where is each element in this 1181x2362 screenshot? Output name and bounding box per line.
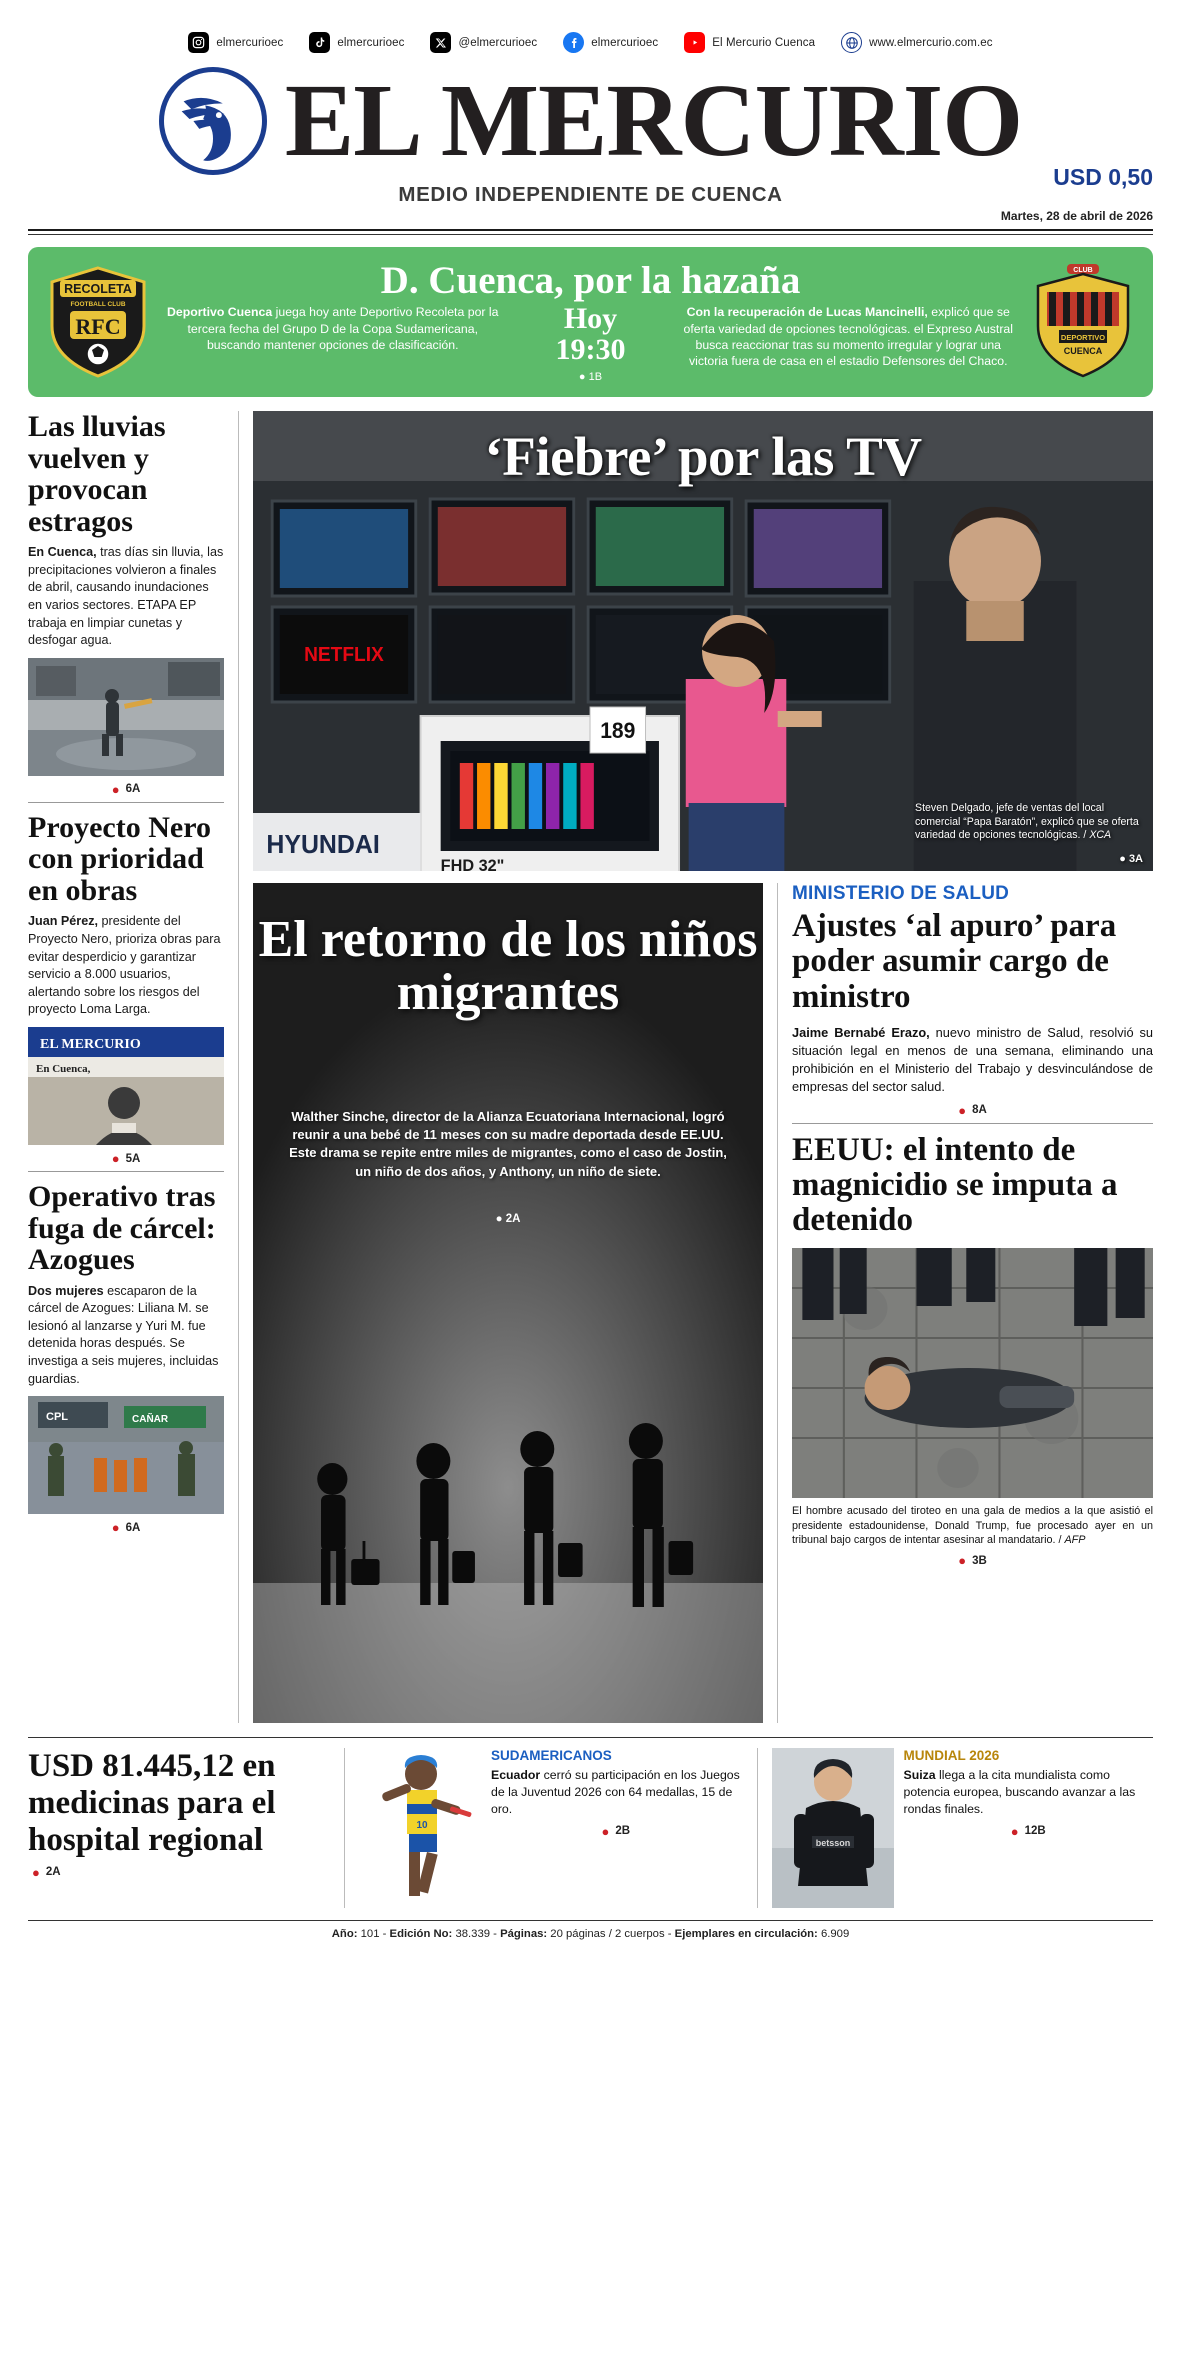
social-link-website[interactable] [841, 32, 993, 53]
svg-text:FHD 32": FHD 32" [440, 855, 505, 871]
footer-pages: 20 páginas / 2 cuerpos [550, 1928, 665, 1940]
recoleta-crest-icon [44, 263, 152, 381]
social-link-facebook[interactable] [563, 32, 658, 53]
social-link-tiktok[interactable] [309, 32, 404, 53]
rail-pagref-text: 6A [125, 1521, 141, 1534]
sports-banner-right-text [680, 304, 1018, 369]
hero-photo-credit: XCA [1089, 829, 1112, 842]
left-rail [28, 411, 224, 1723]
rail-lead: Dos mujeres [28, 1283, 104, 1298]
bullet-icon: ● [1010, 1823, 1019, 1839]
rail-lead: Juan Pérez, [28, 914, 98, 929]
goalkeeper-photo [772, 1748, 894, 1908]
story-photo-caption-text: El hombre acusado del tiroteo en una gala de medios a la que asistió el presidente estadounidense, Donald Trump, fue procesado ayer en un tribunal bajo cargos de intentar asesinar al mandatario. / [792, 1505, 1153, 1546]
price-label: USD 0,50 [1053, 164, 1153, 190]
bottom-body [491, 1767, 741, 1818]
bottom-pagref-text: 2A [45, 1866, 61, 1879]
svg-text:NETFLIX: NETFLIX [304, 643, 384, 667]
story-lead: Jaime Bernabé Erazo, [792, 1024, 930, 1040]
sports-banner-left-bold: Deportivo Cuenca [166, 305, 273, 320]
rail-text: tras días sin lluvia, las precipitaciones volvieron a finales de abril, causando inundaciones en varios sectores. ETAPA EP trabaja en limpiar cunetas y desfogar agua. [28, 545, 224, 648]
story-kicker: MINISTERIO DE SALUD [792, 883, 1010, 904]
rail-headline: Operativo tras fuga de cárcel: Azogues [28, 1180, 216, 1276]
svg-text:HYUNDAI: HYUNDAI [266, 830, 380, 860]
sports-banner-right-rest: explicó que se oferta variedad de opciones tecnológicas. el Expreso Austral busca reaccionar tras su momento irregular y lograr una victoria fuera de casa en el estadio Defensores del Chaco. [683, 305, 1013, 369]
rail-body [28, 544, 224, 650]
footer-copies-label: Ejemplares en circulación: [674, 1928, 818, 1940]
migrants-pagref-text: 2A [505, 1213, 521, 1225]
bullet-icon: ● [958, 1102, 967, 1118]
rail-body [28, 913, 224, 1019]
masthead-rule-thin [28, 234, 1153, 235]
svg-text:CUENCA: CUENCA [1063, 346, 1103, 356]
svg-text:EL MERCURIO: EL MERCURIO [40, 1037, 141, 1052]
rail-headline: Las lluvias vuelven y provocan estragos [28, 410, 166, 538]
story-pagref-text: 3B [972, 1554, 987, 1567]
rail-pagref[interactable] [28, 783, 224, 796]
bottom-pagref-text: 2B [615, 1825, 631, 1838]
sports-banner[interactable] [28, 247, 1153, 397]
hero-story-tv[interactable] [253, 411, 1153, 871]
story-photo-caption [792, 1504, 1153, 1547]
svg-text:betsson: betsson [815, 1838, 850, 1848]
x-twitter-icon [430, 32, 451, 53]
bullet-icon: ● [111, 1151, 120, 1166]
bottom-pagref[interactable] [904, 1825, 1154, 1838]
svg-text:En Cuenca,: En Cuenca, [36, 1063, 91, 1075]
sports-banner-content [164, 261, 1017, 382]
social-handle: elmercurioec [337, 36, 405, 49]
bullet-icon: ● [111, 1520, 120, 1536]
story-headline: Ajustes ‘al apuro’ para poder asumir cargo de ministro [792, 908, 1117, 1015]
sports-banner-hoy: Hoy [563, 302, 618, 336]
facebook-icon [563, 32, 584, 53]
social-link-youtube[interactable] [684, 32, 815, 53]
social-link-instagram[interactable] [188, 32, 283, 53]
rail-divider [28, 802, 224, 803]
sports-banner-kickoff: 19:30 [555, 332, 626, 366]
svg-text:CAÑAR: CAÑAR [132, 1414, 169, 1426]
social-link-x-twitter[interactable] [430, 32, 537, 53]
tagline: MEDIO INDEPENDIENTE DE CUENCA [398, 183, 783, 206]
rail-text: presidente del Proyecto Nero, prioriza obras para evitar desperdicio y garantizar servicio a 8.000 usuarios, alertando sobre los riesgos del proyecto Loma Larga. [28, 914, 221, 1017]
bottom-main-story[interactable] [28, 1748, 328, 1908]
sports-banner-right-bold: Con la recuperación de Lucas Mancinelli, [686, 305, 928, 320]
sports-banner-left-text [164, 304, 502, 353]
migrants-deck: Walther Sinche, director de la Alianza Ecuatoriana Internacional, logró reunir a una bebé de 11 meses con su madre deportada desde EE.UU. Este drama se repite entre miles de migrantes, como el caso de Jostin, un niño de dos años, y Anthony, un niño de siete. [289, 1109, 727, 1179]
bottom-kicker: MUNDIAL 2026 [903, 1748, 1000, 1763]
story-magnicidio[interactable] [792, 1133, 1153, 1568]
bullet-icon: ● [111, 781, 120, 797]
rail-pagref-text: 6A [125, 783, 141, 796]
sports-banner-pagref-text: 1B [588, 370, 603, 383]
bottom-text: llega a la cita mundialista como potencia europea, buscando avanzar a las rondas finales. [903, 1768, 1136, 1816]
right-main-area [238, 411, 1153, 1723]
svg-text:CLUB: CLUB [1073, 267, 1093, 274]
social-handle: elmercurioec [591, 36, 659, 49]
interview-newspaper-photo [28, 1027, 224, 1145]
arrest-on-ground-photo [792, 1248, 1153, 1498]
instagram-icon [188, 32, 209, 53]
footer-colophon: Año: 101 - Edición No: 38.339 - Páginas: 20 páginas / 2 cuerpos - Ejemplares en circulación: 6.909 [28, 1920, 1153, 1940]
el-mercurio-head-logo-icon [159, 67, 267, 175]
bottom-body [904, 1767, 1154, 1818]
svg-text:10: 10 [416, 1820, 428, 1831]
rail-story-fuga-carcel[interactable] [28, 1181, 224, 1534]
social-handle: elmercurioec [216, 36, 284, 49]
masthead-rule [28, 229, 1153, 231]
rail-pagref[interactable] [28, 1152, 224, 1165]
bullet-icon: ● [32, 1864, 40, 1880]
story-text: nuevo ministro de Salud, resolvió su situación legal en menos de una semana, eliminando una prohibición en el Ministerio del Trabajo y desvinculándose de empresas del sector salud. [792, 1024, 1154, 1095]
story-photo-credit: AFP [1064, 1533, 1086, 1546]
bottom-lead: Suiza [903, 1768, 936, 1782]
bullet-icon: ● [601, 1823, 610, 1839]
bottom-story-sudamericanos[interactable] [344, 1748, 741, 1908]
hero-caption [915, 802, 1145, 843]
page-title: EL MERCURIO [284, 62, 1023, 178]
rail-lead: En Cuenca, [28, 545, 97, 559]
bottom-pagref-text: 12B [1024, 1825, 1046, 1838]
footer-year: 101 [360, 1928, 380, 1940]
social-handle: El Mercurio Cuenca [712, 36, 816, 49]
sports-banner-title: D. Cuenca, por la hazaña [380, 259, 801, 303]
svg-text:DEPORTIVO: DEPORTIVO [1060, 333, 1106, 342]
runner-athlete-photo [359, 1748, 481, 1908]
bullet-icon: ● [958, 1553, 967, 1569]
bottom-pagref[interactable] [491, 1825, 741, 1838]
globe-icon [841, 32, 862, 53]
social-handle: @elmercurioec [458, 36, 538, 49]
rail-story-proyecto-nero[interactable] [28, 812, 224, 1165]
story-body [792, 1024, 1153, 1097]
bottom-story-text [491, 1748, 741, 1908]
migrants-pagref[interactable]: ● 2A [495, 1213, 521, 1225]
story-pagref-text: 8A [972, 1104, 987, 1117]
social-handle: www.elmercurio.com.ec [869, 36, 993, 49]
flooded-street-photo [28, 658, 224, 776]
bottom-story-text [904, 1748, 1154, 1908]
story-ministerio-salud[interactable] [792, 883, 1153, 1117]
deportivo-cuenca-crest-icon [1029, 263, 1137, 381]
footer-copies: 6.909 [820, 1928, 850, 1940]
story-headline: EEUU: el intento de magnicidio se imputa a detenido [792, 1131, 1118, 1239]
svg-text:189: 189 [600, 718, 636, 744]
footer-year-label: Año: [331, 1928, 358, 1940]
footer-edition-label: Edición No: [389, 1928, 453, 1940]
footer-pages-label: Páginas: [500, 1928, 548, 1940]
prison-operation-photo [28, 1396, 224, 1514]
sports-banner-time [516, 304, 666, 382]
story-pagref[interactable] [792, 1554, 1153, 1567]
svg-text:RECOLETA: RECOLETA [64, 282, 132, 296]
hero-pagref[interactable]: ● 3A [1119, 853, 1143, 865]
right-column [777, 883, 1153, 1723]
rail-story-lluvias[interactable] [28, 411, 224, 796]
bottom-kicker: SUDAMERICANOS [491, 1748, 612, 1763]
hero-pagref-text: 3A [1128, 853, 1143, 865]
sports-banner-pagref: ● 1B [578, 370, 603, 383]
rail-pagref[interactable] [28, 1521, 224, 1534]
bottom-lead: Ecuador [491, 1768, 541, 1782]
rail-body [28, 1283, 224, 1389]
right-col-divider [792, 1123, 1153, 1124]
below-hero-grid [253, 883, 1153, 1723]
bottom-headline: USD 81.445,12 en medicinas para el hospital regional [28, 1748, 276, 1858]
footer-edition: 38.339 [455, 1928, 491, 1940]
rail-text: escaparon de la cárcel de Azogues: Liliana M. se lesionó al lanzarse y Yuri M. fue detenida horas después. Se investiga a seis mujeres, incluidas guardias. [28, 1283, 219, 1386]
bottom-story-mundial[interactable] [757, 1748, 1154, 1908]
rail-headline: Proyecto Nero con prioridad en obras [28, 810, 211, 907]
svg-text:FOOTBALL CLUB: FOOTBALL CLUB [70, 301, 126, 308]
social-links-bar [28, 18, 1153, 63]
main-content-grid [28, 411, 1153, 1723]
sports-banner-left-rest: juega hoy ante Deportivo Recoleta por la tercera fecha del Grupo D de la Copa Sudamericana, buscando mantener opciones de clasificación. [187, 305, 499, 352]
bottom-text: cerró su participación en los Juegos de la Juventud 2026 con 64 medallas, 15 de oro. [491, 1768, 740, 1816]
tagline-row [28, 164, 1153, 207]
hero-headline: ‘Fiebre’ por las TV [484, 426, 922, 487]
migrants-feature[interactable] [253, 883, 763, 1723]
svg-text:RFC: RFC [75, 314, 121, 339]
rail-pagref-text: 5A [125, 1152, 141, 1165]
dateline: Martes, 28 de abril de 2026 [1000, 209, 1153, 223]
tiktok-icon [309, 32, 330, 53]
story-pagref[interactable] [792, 1104, 1153, 1117]
bottom-pagref[interactable] [32, 1866, 328, 1879]
dateline-wrap [28, 209, 1153, 223]
youtube-icon [684, 32, 705, 53]
rail-divider [28, 1171, 224, 1172]
svg-text:CPL: CPL [46, 1411, 68, 1424]
bottom-strip [28, 1737, 1153, 1908]
hero-caption-text: Steven Delgado, jefe de ventas del local comercial “Papa Baratón”, explicó que se oferta variedad de opciones tecnológicas. / [915, 802, 1139, 842]
migrants-headline: El retorno de los niños migrantes [258, 911, 758, 1022]
